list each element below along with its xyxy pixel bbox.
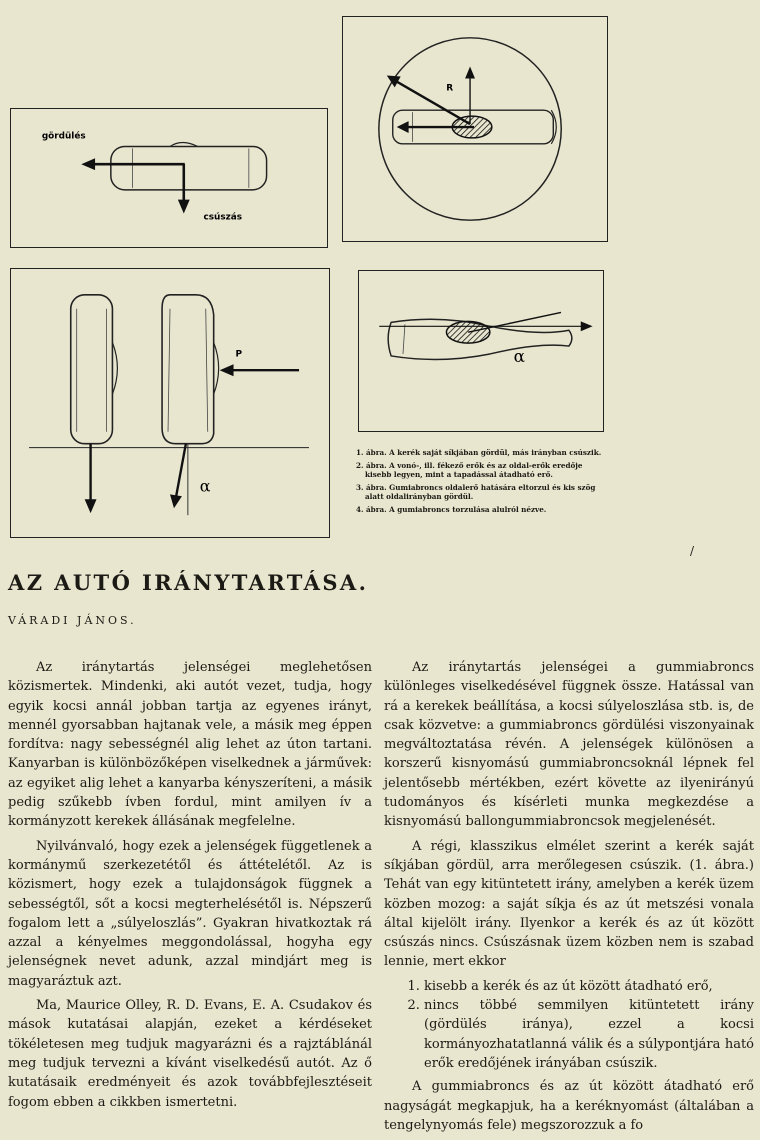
margin-mark: /	[690, 544, 695, 558]
list-item: 2. nincs többé semmilyen kitüntetett irány (gördülés iránya), ezzel a kocsi kormányozhatatlanná válik és a súlypontjára ható erők eredőjének irányában csúszik.	[424, 996, 754, 1073]
slip-label: csúszás	[203, 212, 243, 223]
figure-3	[10, 268, 330, 538]
caption-3: 3. ábra. Gumiabroncs oldalerő hatására eltorzul és kis szög alatt oldalirányban gördül.	[356, 483, 596, 501]
paragraph: A régi, klasszikus elmélet szerint a kerék saját síkjában gördül, arra merőlegesen csúszik. (1. ábra.) Tehát van egy kitüntetett irány, amelyben a kerék üzem közben mozog: a saját síkja és az út metszési vonala által kijelölt irány. Ilyenkor a kerék és az út között csúszás nincs. Csúszásnak üzem közben nem is szabad lennie, mert ekkor	[384, 838, 754, 970]
figure-2	[342, 16, 608, 242]
list-item: 1. kisebb a kerék és az út között átadható erő,	[424, 977, 754, 996]
radius-label: R	[446, 83, 454, 94]
caption-1: 1. ábra. A kerék saját síkjában gördül, más irányban csúszik.	[356, 448, 602, 457]
figure-1	[10, 108, 328, 248]
paragraph: Az iránytartás jelenségei a gummiabroncs különleges viselkedésével függnek össze. Hatással van rá a kerekek beállítása, a kocsi súlyeloszlása stb. is, de csak közvetve: a gummiabroncs gördülési viszonyainak megváltoztatása révén. A jelenségek különösen a korszerű kisnyomású gummiabroncsoknál lépnek fel jelentősebb mértékben, ezért követte az ilyenirányú tudományos és kísérleti munka megkezdése a kisnyomású ballongummiabroncsok megjelenését.	[384, 660, 754, 830]
figure-4	[358, 270, 604, 432]
figure-1-drawing	[11, 109, 327, 247]
caption-4: 4. ábra. A gumiabroncs torzulása alulról nézve.	[356, 505, 547, 514]
angle-label: α	[199, 476, 211, 496]
article-author: VÁRADI JÁNOS.	[8, 614, 137, 627]
force-p-label: P	[235, 349, 243, 360]
angle-label-fig4: α	[513, 345, 525, 366]
numbered-list	[384, 977, 754, 1073]
paragraph: Ma, Maurice Olley, R. D. Evans, E. A. Csudakov és mások kutatásai alapján, ezeket a kérdéseket tökéletesen meg tudjuk magyarázni és a rajztáblánál meg tudjuk tervezni a kívánt viselkedésű autót. Az ő kutatásaik eredményeit és azok továbbfejlesztéseit fogom ebben a cikkben ismertetni.	[8, 998, 372, 1110]
right-column	[384, 658, 754, 1140]
rolling-label: gördülés	[41, 131, 86, 142]
article-title: AZ AUTÓ IRÁNYTARTÁSA.	[8, 570, 369, 595]
left-column	[8, 658, 372, 1117]
figure-captions	[356, 448, 608, 518]
caption-2: 2. ábra. A vonó-, ill. fékező erők és az oldal-erők eredője kisebb legyen, mint a tapadással átadható erő.	[356, 461, 583, 479]
paragraph: A gummiabroncs és az út között átadható erő nagyságát megkapjuk, ha a keréknyomást (általában a tengelynyomás fele) megszorozzuk a fo	[384, 1079, 754, 1133]
paragraph: Nyilvánvaló, hogy ezek a jelenségek függetlenek a kormánymű szerkezetétől és áttételétől. Az is közismert, hogy ezek a tulajdonságok függnek a sebességtől, sőt a kocsi megterhelésétől is. Népszerű fogalom lett a „súlyeloszlás”. Gyakran hivatkoztak rá azzal a kényelmes meggondolással, hogyha egy jelenségnek nevet adunk, azzal mindjárt meg is magyaráztuk azt.	[8, 838, 372, 989]
paragraph: Az iránytartás jelenségei meglehetősen közismertek. Mindenki, aki autót vezet, tudja, hogy egyik kocsi annál jobban tartja az egyenes irányt, mennél gyorsabban hajtanak vele, a másik meg éppen fordítva: nagy sebességnél alig lehet az úton tartani. Kanyarban is különbözőképen viselkednek a járművek: az egyiket alig lehet a kanyarba kényszeríteni, a másik pedig szűkebb ívben fordul, mint amilyen ív a kormányzott kerekek állásának megfelelne.	[8, 660, 372, 830]
figure-4-drawing	[359, 271, 603, 431]
figure-2-drawing	[343, 17, 607, 241]
figure-3-drawing	[11, 269, 329, 537]
